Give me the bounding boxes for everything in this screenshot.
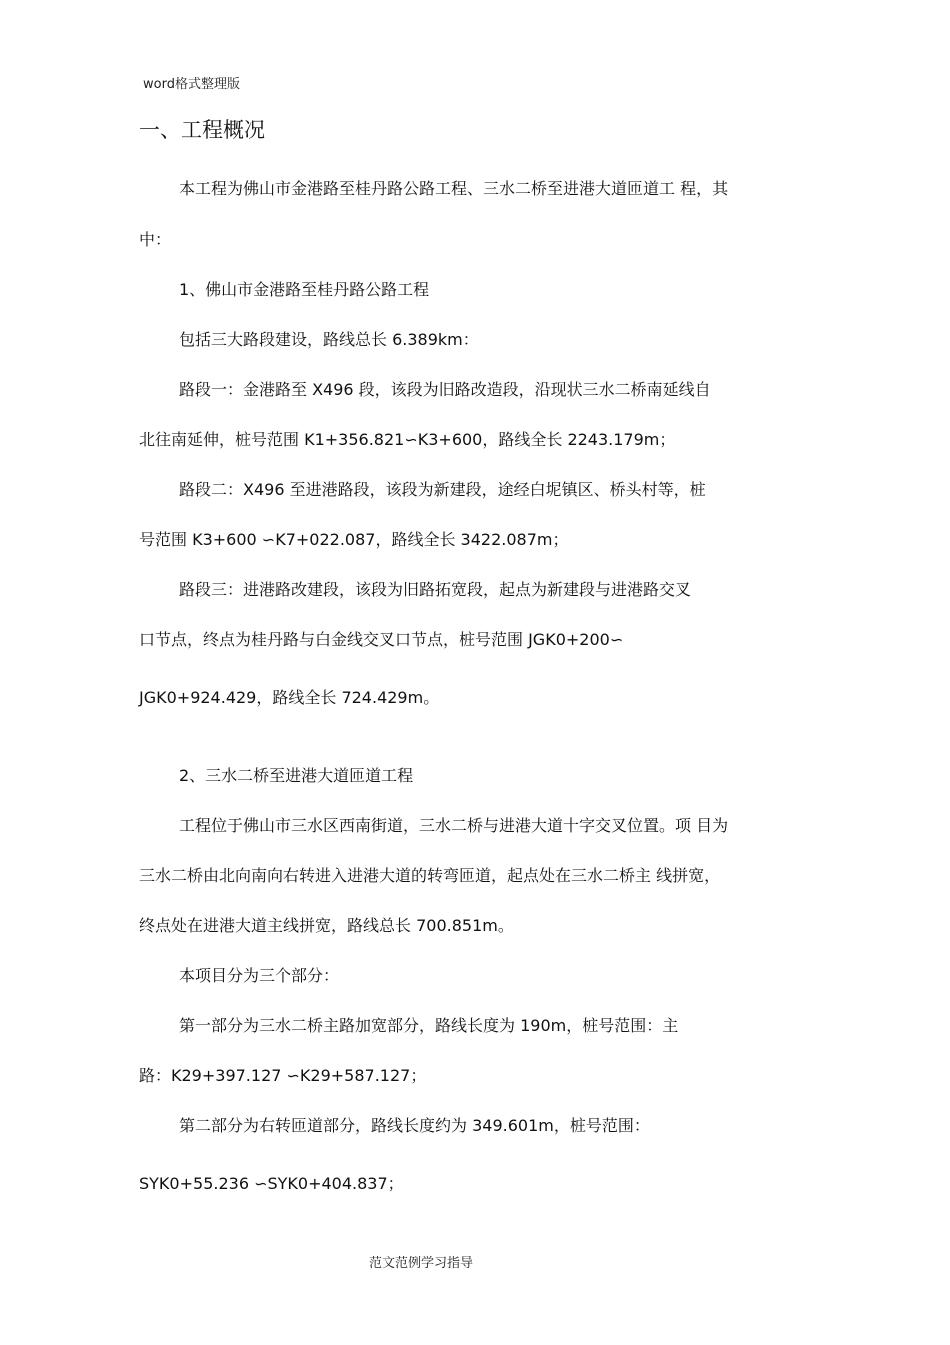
paragraph-line: 工程位于佛山市三水区西南街道，三水二桥与进港大道十字交叉位置。项 目为 <box>179 816 729 835</box>
paragraph-line: 北往南延伸，桩号范围 K1+356.821∽K3+600，路线全长 2243.179m； <box>139 430 676 449</box>
paragraph-line: 本项目分为三个部分： <box>179 966 340 985</box>
paragraph-line: SYK0+55.236 ∽SYK0+404.837； <box>139 1174 404 1193</box>
footer-note: 范文范例学习指导 <box>369 1256 474 1271</box>
paragraph-line: 第一部分为三水二桥主路加宽部分，路线长度为 190m，桩号范围：主 <box>179 1016 679 1035</box>
paragraph-line: 路段二：X496 至进港路段，该段为新建段，途经白坭镇区、桥头村等，桩 <box>179 480 706 499</box>
paragraph-line: 三水二桥由北向南向右转进入进港大道的转弯匝道，起点处在三水二桥主 线拼宽， <box>139 866 721 885</box>
paragraph-line: 包括三大路段建设，路线总长 6.389km： <box>179 330 479 349</box>
section-title: 一、工程概况 <box>139 118 265 142</box>
paragraph-line: 号范围 K3+600 ∽K7+022.087，路线全长 3422.087m； <box>139 530 569 549</box>
paragraph-line: 路：K29+397.127 ∽K29+587.127； <box>139 1066 427 1085</box>
header-note: word格式整理版 <box>143 77 240 92</box>
paragraph-line: 终点处在进港大道主线拼宽，路线总长 700.851m。 <box>139 916 514 935</box>
paragraph-line: 口节点，终点为桂丹路与白金线交叉口节点，桩号范围 JGK0+200∽ <box>139 630 624 649</box>
paragraph-line: 本工程为佛山市金港路至桂丹路公路工程、三水二桥至进港大道匝道工 程，其 <box>179 179 729 198</box>
paragraph-line: 路段三：进港路改建段，该段为旧路拓宽段，起点为新建段与进港路交叉 <box>179 580 692 599</box>
paragraph-line: 路段一：金港路至 X496 段，该段为旧路改造段，沿现状三水二桥南延线自 <box>179 380 711 399</box>
paragraph-line: 第二部分为右转匝道部分，路线长度约为 349.601m，桩号范围： <box>179 1116 650 1135</box>
paragraph-line: JGK0+924.429，路线全长 724.429m。 <box>139 688 440 707</box>
paragraph-line: 中： <box>139 230 172 249</box>
paragraph-line: 2、三水二桥至进港大道匝道工程 <box>179 766 414 785</box>
paragraph-line: 1、佛山市金港路至桂丹路公路工程 <box>179 280 430 299</box>
